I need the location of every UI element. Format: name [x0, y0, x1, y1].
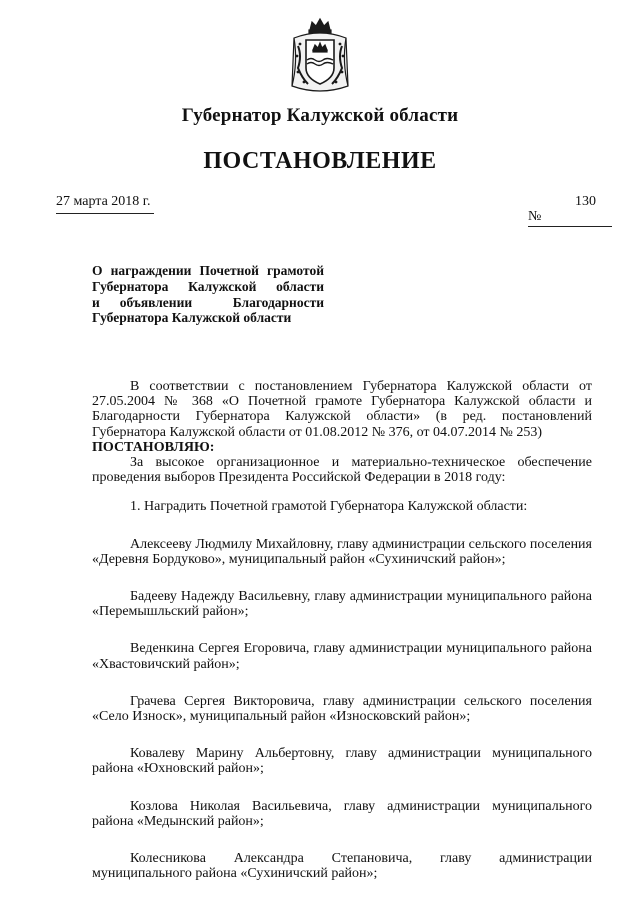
- document-subject: [92, 263, 324, 326]
- awardee-list: [92, 537, 592, 882]
- awardee-line: Грачева Сергея Викторовича, главу администрации сельского поселения: [130, 693, 592, 709]
- awardee-line: Колесникова Александра Степановича, главу администрации: [130, 851, 592, 867]
- awardee-line: Бадееву Надежду Васильевну, главу администрации муниципального района: [130, 589, 592, 605]
- coat-of-arms: [288, 16, 352, 96]
- awardee-line: Веденкина Сергея Егоровича, главу администрации муниципального района: [130, 641, 592, 657]
- issuer-title: Губернатор Калужской области: [181, 105, 459, 126]
- point-1: 1. Наградить Почетной грамотой Губернатора Калужской области:: [130, 499, 528, 515]
- awardee-line: «Хвастовичский район»;: [92, 656, 240, 672]
- subject-line: Губернатора Калужской области: [92, 278, 324, 294]
- list-item: [92, 641, 592, 671]
- subject-line: О награждении Почетной грамотой: [92, 263, 324, 278]
- list-item: [92, 851, 592, 881]
- subject-line-part: объявлении Благодарности: [119, 294, 324, 310]
- document-body: [92, 379, 592, 903]
- document-type: ПОСТАНОВЛЕНИЕ: [203, 148, 437, 174]
- subject-line: [92, 295, 324, 311]
- list-item: [92, 589, 592, 619]
- subject-conjunction: и: [92, 294, 100, 310]
- subject-line: Губернатора Калужской области: [92, 310, 292, 326]
- kaluga-coat-of-arms-icon: [288, 16, 352, 96]
- awardee-line: Алексееву Людмилу Михайловну, главу администрации сельского поселения: [130, 536, 592, 552]
- awardee-line: района «Медынский район»;: [92, 813, 264, 829]
- reason-paragraph: За высокое организационное и материально-техническое обеспечение проведения выборов Президента Российской Федерации в 2018 году:: [92, 455, 592, 486]
- decree-heading: ПОСТАНОВЛЯЮ:: [92, 439, 215, 455]
- list-item: [92, 537, 592, 567]
- awardee-line: «Деревня Бордуково», муниципальный район «Сухиничский район»;: [92, 551, 506, 567]
- awardee-line: района «Юхновский район»;: [92, 761, 264, 777]
- awardee-line: Ковалеву Марину Альбертовну, главу администрации муниципального: [130, 746, 592, 762]
- preamble-paragraph: В соответствии с постановлением Губернатора Калужской области от 27.05.2004 № 368 «О Почетной грамоте Губернатора Калужской области и Благодарности Губернатора Калужской области» (в ред. постановлений Губернатора Калужской области от 01.08.2012 № 376, от 04.07.2014 № 253): [92, 379, 592, 440]
- list-item: [92, 694, 592, 724]
- awardee-line: «Село Износк», муниципальный район «Износковский район»;: [92, 709, 471, 725]
- list-item: [92, 746, 592, 776]
- awardee-line: муниципального района «Сухиничский район»;: [92, 866, 378, 882]
- list-item: [92, 799, 592, 829]
- document-number: 130: [575, 194, 596, 209]
- awardee-line: «Перемышльский район»;: [92, 604, 249, 620]
- document-date: 27 марта 2018 г.: [56, 194, 154, 214]
- awardee-line: Козлова Николая Васильевича, главу администрации муниципального: [130, 798, 592, 814]
- document-number-label: №: [528, 209, 612, 227]
